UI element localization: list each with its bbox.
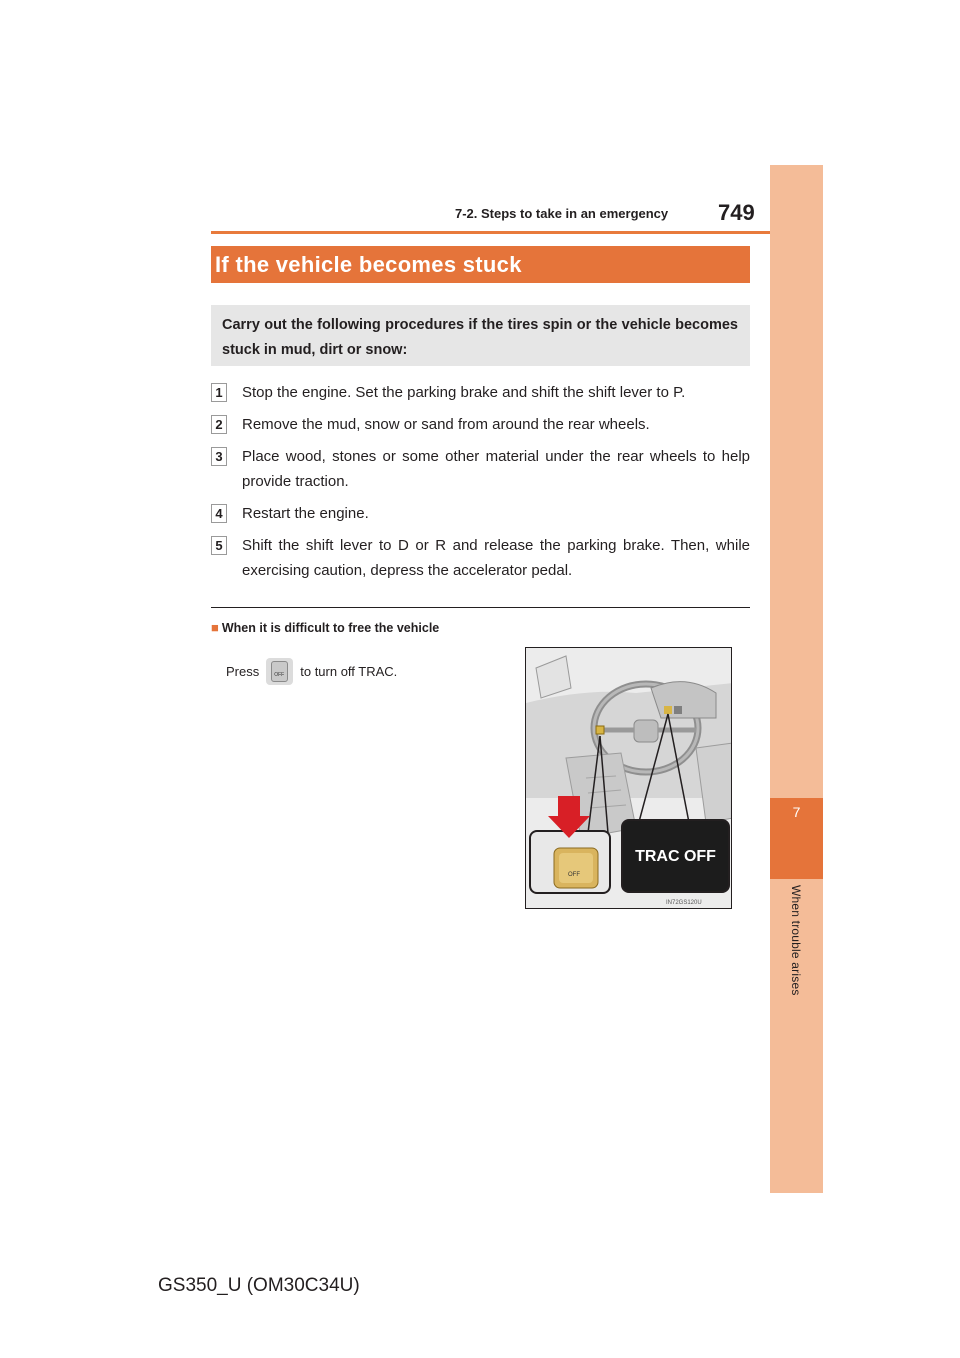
dashboard-illustration-svg (526, 648, 732, 909)
side-chapter-title (774, 885, 818, 1045)
header-rule (211, 231, 822, 234)
dashboard-illustration (525, 647, 732, 909)
step-number: 4 (211, 504, 227, 523)
step-text: Restart the engine. (242, 505, 369, 522)
step-number: 2 (211, 415, 227, 434)
step-number: 5 (211, 536, 227, 555)
running-header: 7-2. Steps to take in an emergency (455, 206, 669, 221)
trac-off-button-icon: OFF (266, 658, 293, 685)
step-text: Place wood, stones or some other material under the rear wheels to help provide traction. (242, 448, 750, 490)
intro-box: Carry out the following procedures if the tires spin or the vehicle becomes stuck in mud, dirt or snow: (211, 305, 750, 366)
step-item (211, 501, 750, 526)
press-instruction (226, 658, 397, 685)
side-chapter-number: 7 (792, 804, 801, 820)
square-bullet-icon: ■ (211, 620, 219, 635)
step-number: 3 (211, 447, 227, 466)
page-number: 749 (718, 200, 755, 225)
step-text: Shift the shift lever to D or R and release the parking brake. Then, while exercising caution, depress the accelerator pedal. (242, 537, 750, 579)
section-title: If the vehicle becomes stuck (215, 252, 522, 277)
step-item (211, 533, 750, 583)
step-item (211, 444, 750, 494)
step-list (211, 380, 750, 583)
step-text: Stop the engine. Set the parking brake and shift the shift lever to P. (242, 384, 686, 401)
step-item (211, 380, 750, 405)
section-divider (211, 607, 750, 608)
step-text: Remove the mud, snow or sand from around the rear wheels. (242, 416, 650, 433)
note-heading (211, 620, 439, 635)
section-title-bar (211, 246, 750, 283)
model-code: GS350_U (OM30C34U) (158, 1275, 360, 1296)
step-number: 1 (211, 383, 227, 402)
press-after-text: to turn off TRAC. (300, 664, 398, 679)
step-item (211, 412, 750, 437)
side-chapter-box (770, 798, 823, 879)
trac-off-indicator-label: TRAC OFF (635, 848, 716, 865)
side-chapter-title-text: When trouble arises (789, 885, 803, 996)
press-before-text: Press (226, 664, 260, 679)
svg-text:OFF: OFF (568, 872, 580, 878)
note-heading-text: When it is difficult to free the vehicle (221, 621, 440, 635)
figure-code: IN72GS120U (666, 900, 702, 906)
